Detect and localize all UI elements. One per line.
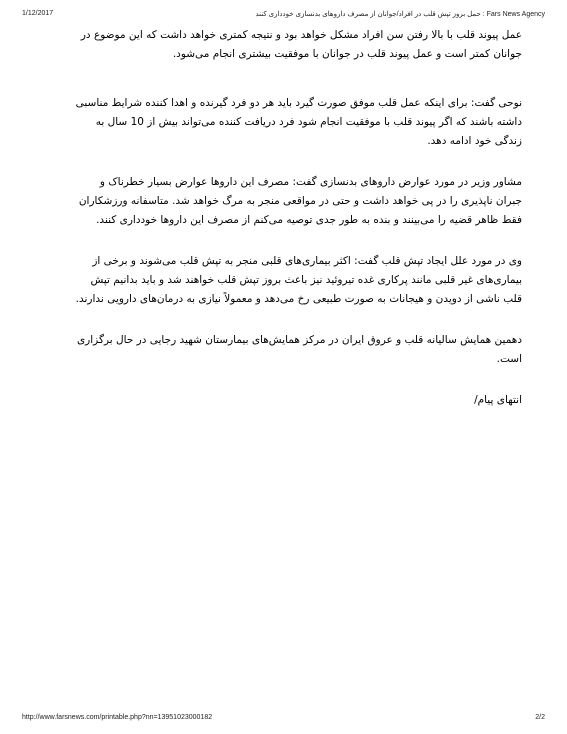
print-date: 1/12/2017 [22, 10, 54, 17]
page-number: 2/2 [535, 714, 545, 721]
article-paragraph: عمل پیوند قلب با بالا رفتن سن افراد مشکل خواهد بود و نتیجه کمتری خواهد داشت که این موضوع در جوانان کمتر است و عمل پیوند قلب در جوانان با موفقیت بیشتری انجام می‌شود. [80, 29, 522, 60]
source-url: http://www.farsnews.com/printable.php?nn=13951023000182 [22, 714, 213, 721]
article-paragraph: نوحی گفت: برای اینکه عمل قلب موفق صورت گیرد باید هر دو فرد گیرنده و اهدا کننده شرایط مناسبی داشته باشند که اگر پیوند قلب با موفقیت انجام شود فرد دریافت کننده می‌تواند بیش از 10 سال به زندگی خود ادامه دهد. [75, 97, 522, 147]
article-paragraph: دهمین همایش سالیانه قلب و عروق ایران در مرکز همایش‌های بیمارستان شهید رجایی در حال برگزاری است. [76, 334, 522, 365]
article-body [74, 26, 522, 432]
article-end-marker: انتهای پیام/ [474, 394, 522, 406]
page-title: Fars News Agency : حمل بروز تپش قلب در افراد/جوانان از مصرف داروهای بدنسازی خودداری کنند [255, 11, 545, 18]
print-header [22, 10, 545, 22]
print-footer [22, 714, 545, 726]
article-paragraph: وی در مورد علل ایجاد تپش قلب گفت: اکثر بیماری‌های قلبی منجر به تپش قلب می‌شوند و برخی از بیماری‌های غیر قلبی مانند پرکاری غده تیروئید نیز باعث بروز تپش قلب خواهند شد و باید بدانیم تپش قلب ناشی از دویدن و هیجانات به صورت طبیعی رخ می‌دهد و معمولاً نیازی به درمان‌های دارویی ندارند. [75, 255, 522, 305]
article-paragraph: مشاور وزیر در مورد عوارض داروهای بدنسازی گفت: مصرف این داروها عوارض بسیار خطرناک و جبران ناپذیری را در پی خواهد داشت و حتی در مواقعی منجر به مرگ خواهد شد. متاسفانه ورزشکاران فقط ظاهر قضیه را می‌بینند و بنده به طور جدی توصیه می‌کنم از مصرف این داروها خودداری کنند. [78, 176, 522, 226]
